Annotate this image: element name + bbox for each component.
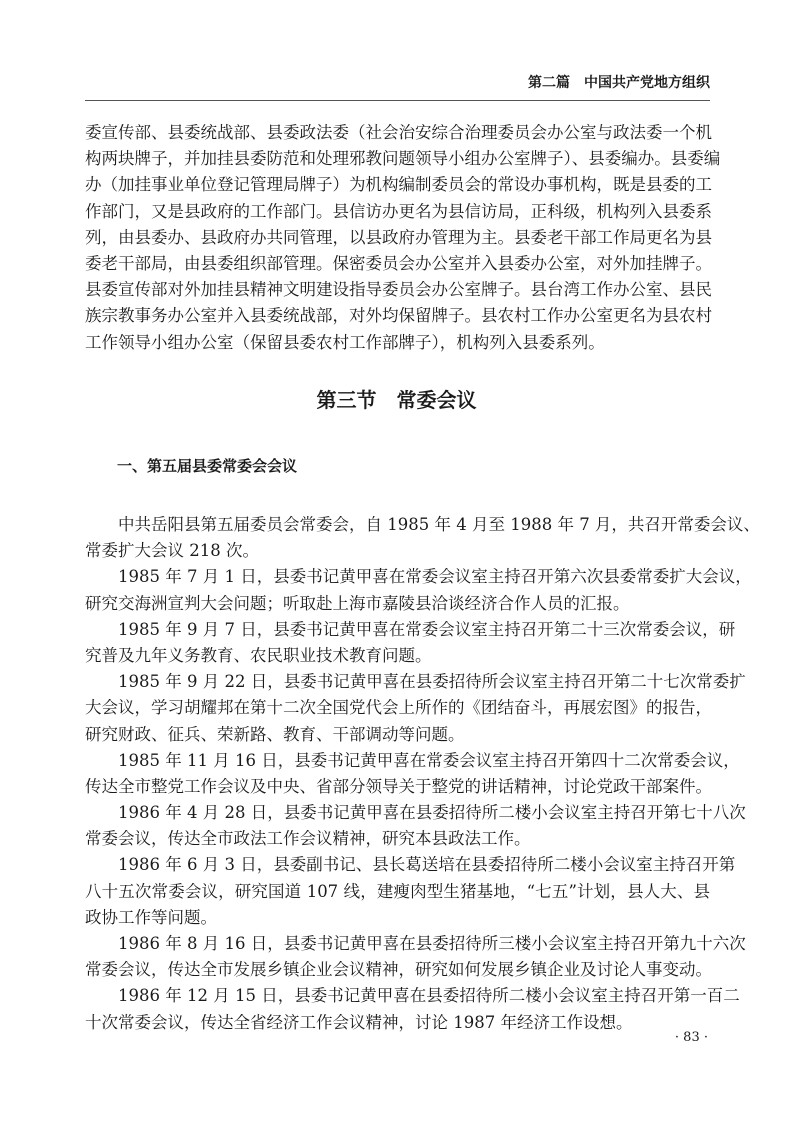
text-line: 工作领导小组办公室（保留县委农村工作部牌子），机构列入县委系列。 bbox=[85, 332, 605, 352]
text-line: 1986 年 12 月 15 日，县委书记黄甲喜在县委招待所二楼小会议室主持召开第一百二 bbox=[118, 986, 740, 1006]
intro-paragraph bbox=[85, 120, 721, 356]
paragraph bbox=[85, 512, 760, 564]
text-line: 1985 年 9 月 7 日，县委书记黄甲喜在常委会议室主持召开第二十三次常委会议，研 bbox=[118, 619, 736, 639]
paragraph bbox=[85, 617, 736, 669]
text-line: 究普及九年义务教育、农民职业技术教育问题。 bbox=[85, 645, 432, 665]
text-line: 传达全市整党工作会议及中央、省部分领导关于整党的讲话精神，讨论党政干部案件。 bbox=[85, 776, 712, 796]
text-line: 1985 年 9 月 22 日，县委书记黄甲喜在县委招待所会议室主持召开第二十七次常委扩 bbox=[118, 672, 746, 692]
running-header bbox=[85, 72, 710, 92]
paragraph bbox=[85, 748, 740, 800]
text-line: 中共岳阳县第五届委员会常委会，自 1985 年 4 月至 1988 年 7 月，共召开常委会议、 bbox=[118, 515, 760, 534]
paragraph bbox=[85, 983, 740, 1035]
paragraph bbox=[85, 931, 746, 983]
page-number: · 83 · bbox=[674, 1030, 708, 1045]
subheading: 一、第五届县委常委会会议 bbox=[117, 457, 298, 475]
header-rule bbox=[85, 100, 710, 101]
section-title: 第三节 常委会议 bbox=[316, 388, 477, 412]
paragraph bbox=[85, 669, 746, 748]
text-line: 委老干部局，由县委组织部管理。保密委员会办公室并入县委办公室，对外加挂牌子。 bbox=[85, 253, 712, 273]
text-line: 族宗教事务办公室并入县委统战部，对外均保留牌子。县农村工作办公室更名为县农村 bbox=[85, 306, 712, 326]
text-line: 研究交海洲宣判大会问题；听取赴上海市嘉陵县洽谈经济合作人员的汇报。 bbox=[85, 593, 630, 613]
text-line: 委宣传部、县委统战部、县委政法委（社会治安综合治理委员会办公室与政法委一个机 bbox=[85, 123, 712, 142]
text-line: 办（加挂事业单位登记管理局牌子）为机构编制委员会的常设办事机构，既是县委的工 bbox=[85, 175, 712, 195]
text-line: 研究财政、征兵、荣新路、教育、干部调动等问题。 bbox=[85, 724, 465, 744]
text-line: 1986 年 4 月 28 日，县委书记黄甲喜在县委招待所二楼小会议室主持召开第七十八次 bbox=[118, 803, 746, 823]
text-line: 1985 年 7 月 1 日，县委书记黄甲喜在常委会议室主持召开第六次县委常委扩大会议， bbox=[118, 567, 752, 587]
text-line: 大会议，学习胡耀邦在第十二次全国党代会上所作的《团结奋斗，再展宏图》的报告， bbox=[85, 698, 712, 718]
header-title: 中国共产党地方组织 bbox=[584, 75, 710, 91]
text-line: 十次常委会议，传达全省经济工作会议精神，讨论 1987 年经济工作设想。 bbox=[85, 1012, 633, 1032]
header-part: 第二篇 bbox=[528, 75, 570, 91]
text-line: 八十五次常委会议，研究国道 107 线，建瘦肉型生猪基地，“七五”计划，县人大、县 bbox=[85, 881, 710, 901]
paragraph bbox=[85, 564, 752, 616]
body-paragraphs bbox=[85, 512, 760, 1036]
text-line: 常委会议，传达全市政法工作会议精神，研究本县政法工作。 bbox=[85, 829, 531, 849]
text-line: 政协工作等问题。 bbox=[85, 907, 217, 927]
text-line: 1985 年 11 月 16 日，县委书记黄甲喜在常委会议室主持召开第四十二次常委会议， bbox=[118, 750, 740, 770]
text-line: 1986 年 6 月 3 日，县委副书记、县长葛送培在县委招待所二楼小会议室主持召开第 bbox=[118, 855, 736, 875]
paragraph bbox=[85, 800, 746, 852]
text-line: 作部门，又是县政府的工作部门。县信访办更名为县信访局，正科级，机构列入县委系 bbox=[85, 201, 712, 221]
text-line: 构两块牌子，并加挂县委防范和处理邪教问题领导小组办公室牌子）、县委编办。县委编 bbox=[85, 149, 721, 169]
paragraph bbox=[85, 852, 736, 931]
text-line: 列，由县委办、县政府办共同管理，以县政府办管理为主。县委老干部工作局更名为县 bbox=[85, 227, 712, 247]
text-line: 县委宣传部对外加挂县精神文明建设指导委员会办公室牌子。县台湾工作办公室、县民 bbox=[85, 280, 712, 300]
text-line: 常委扩大会议 218 次。 bbox=[85, 541, 259, 561]
text-line: 常委会议，传达全市发展乡镇企业会议精神，研究如何发展乡镇企业及讨论人事变动。 bbox=[85, 960, 712, 980]
text-line: 1986 年 8 月 16 日，县委书记黄甲喜在县委招待所三楼小会议室主持召开第九十六次 bbox=[118, 934, 746, 953]
